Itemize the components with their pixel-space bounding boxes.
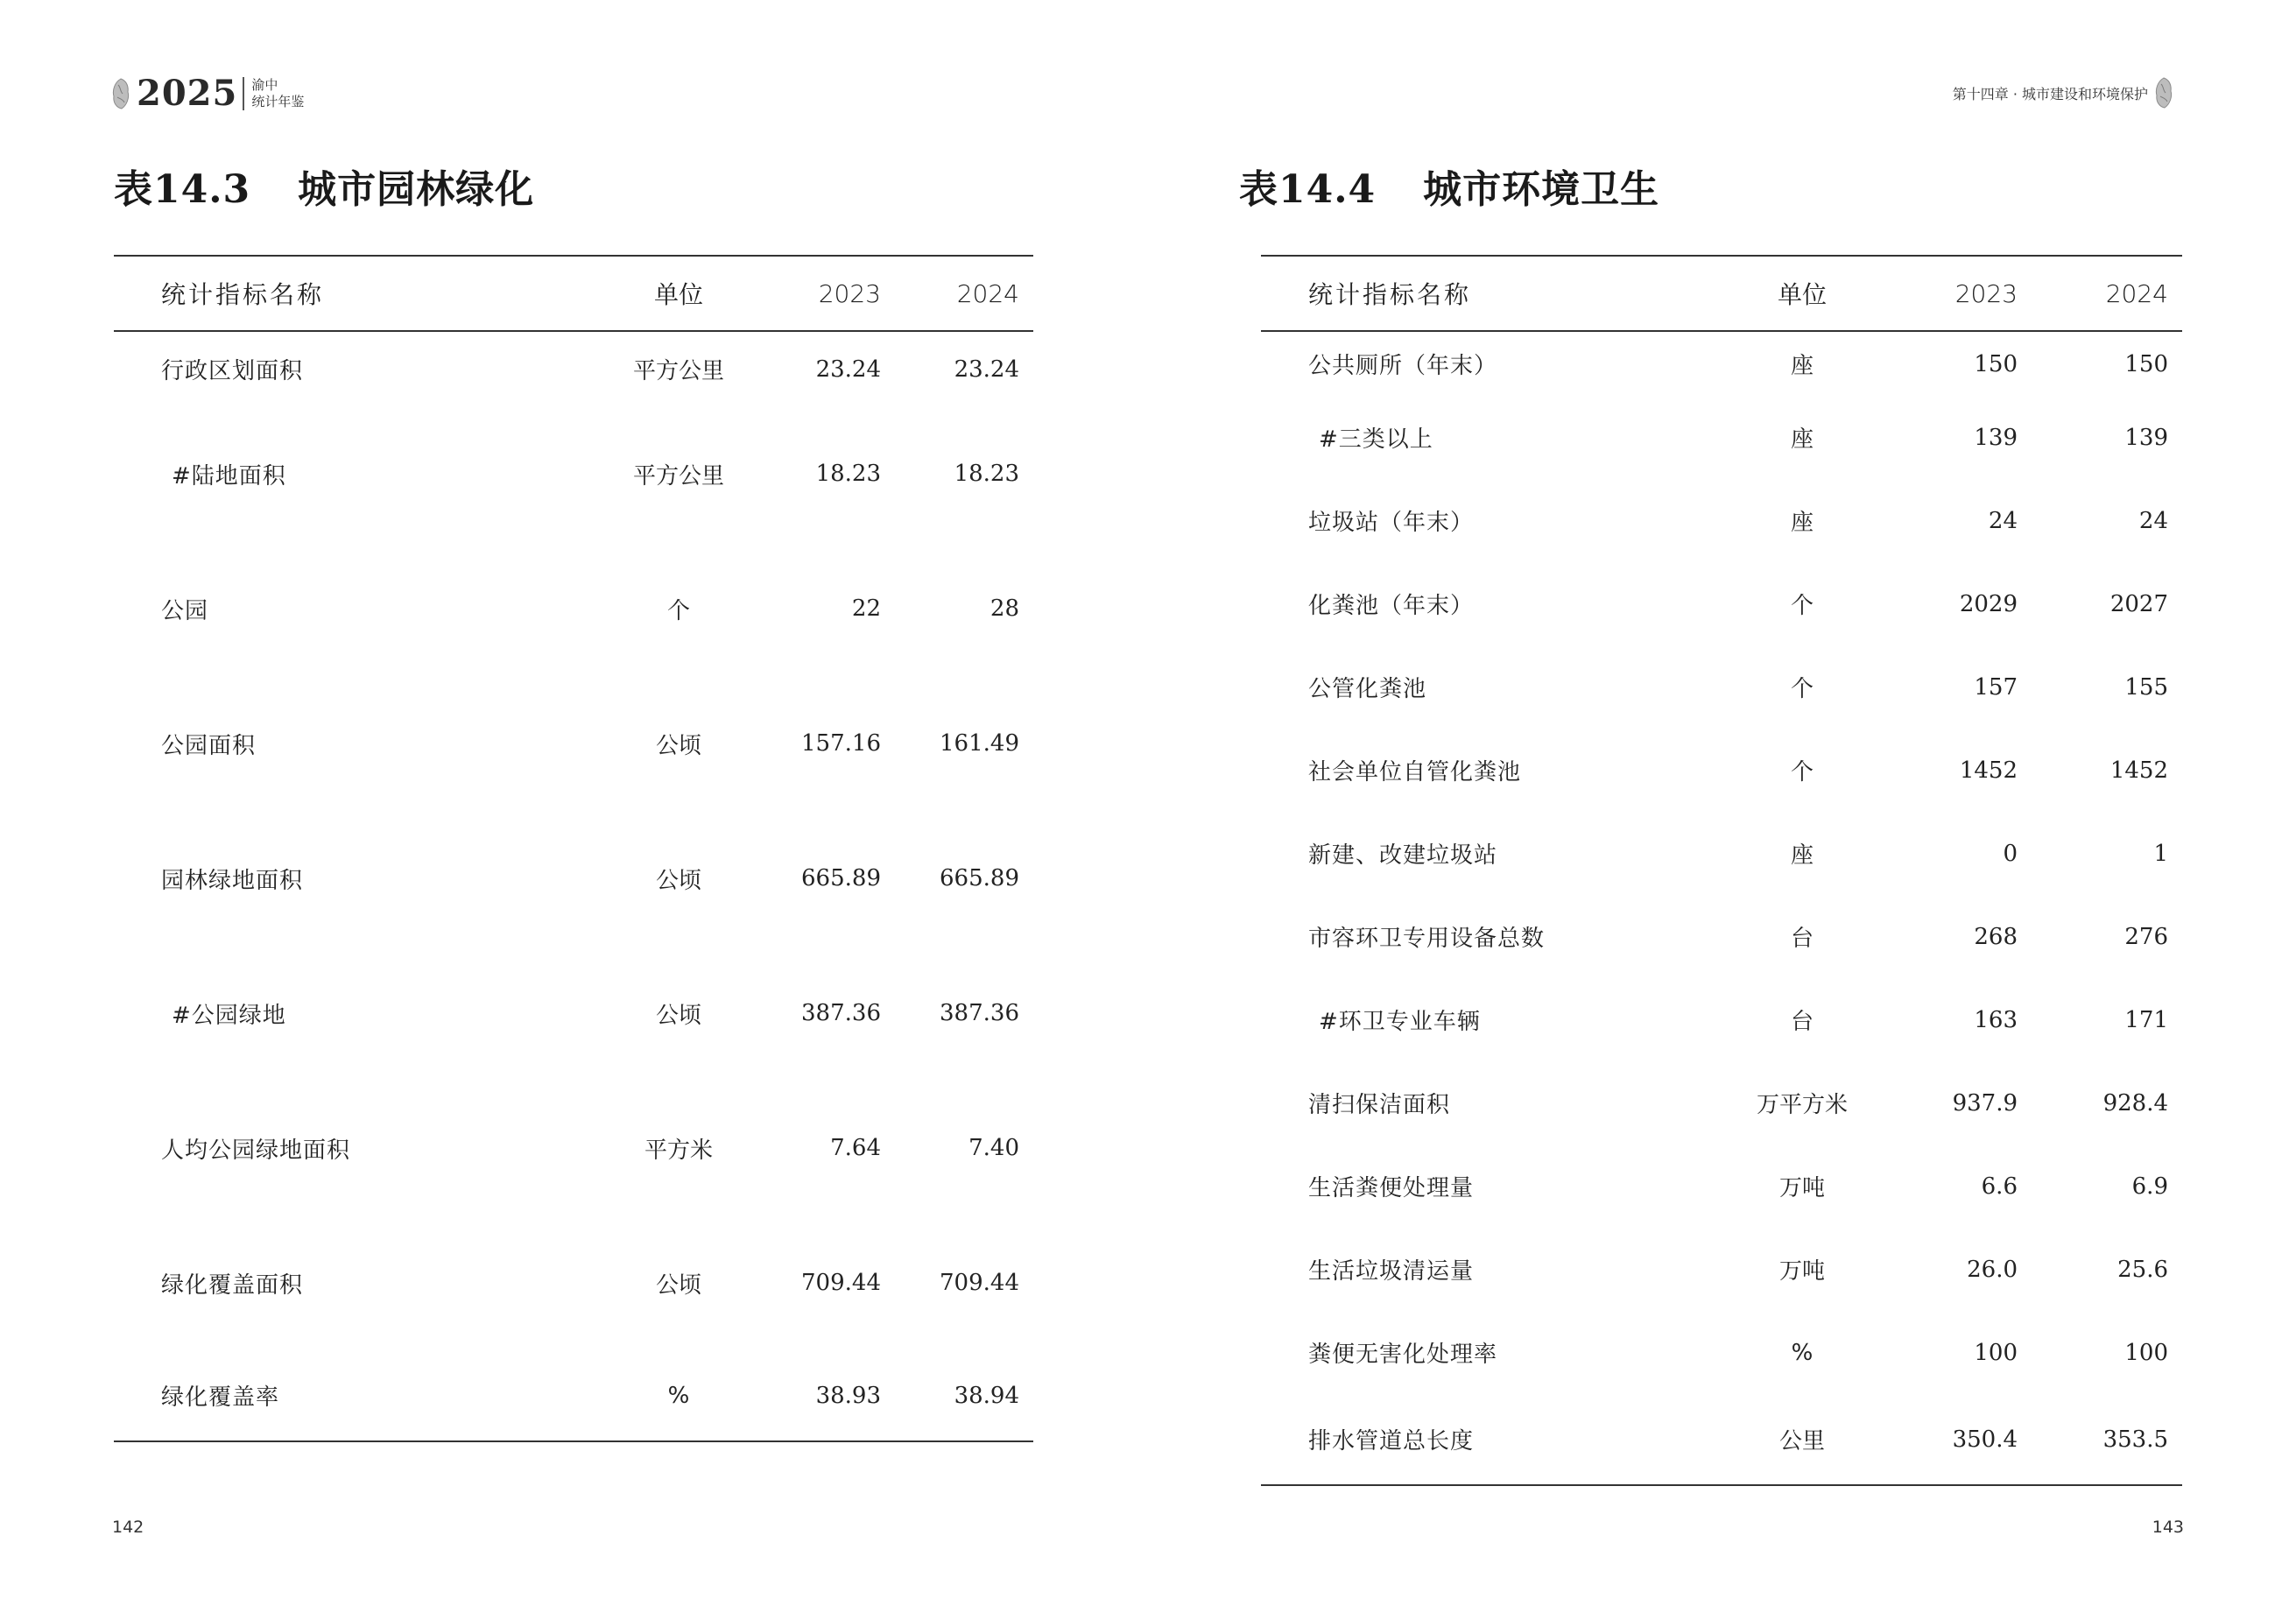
value-2024-cell: 155 [2124,673,2168,701]
unit-cell: 个 [1790,593,1814,619]
unit-cell: 公顷 [655,732,701,759]
table-row [1261,1061,2182,1145]
indicator-name-cell: 化粪池（年末） [1308,593,1475,619]
logo-text [251,77,304,110]
table-number: 表14.3 [114,167,251,212]
value-2024-cell: 6.9 [2131,1173,2168,1200]
table-row [1261,562,2182,645]
value-2023-cell: 26.0 [1967,1256,2018,1283]
unit-cell: 个 [1790,759,1814,785]
value-2024-cell: 25.6 [2117,1256,2168,1283]
value-2023-cell: 23.24 [815,356,881,383]
table-row [114,1081,1033,1215]
value-2023-cell: 7.64 [830,1135,881,1161]
indicator-name-cell: 公共厕所（年末） [1308,353,1498,379]
page-number: 142 [112,1518,144,1537]
table-header-row [114,256,1033,331]
indicator-name-cell: 生活粪便处理量 [1308,1175,1475,1201]
indicator-name-cell: 粪便无害化处理率 [1308,1342,1498,1368]
table-row [114,406,1033,541]
value-2023-cell: 139 [1974,424,2018,451]
value-2024-cell: 7.40 [968,1135,1019,1161]
table-row [1261,396,2182,479]
indicator-name-cell: #公园绿地 [172,1002,286,1029]
table-row [1261,1228,2182,1311]
table-row [1261,479,2182,562]
table-body [1261,331,2182,1485]
unit-cell: 平方米 [644,1137,713,1164]
table-row [1261,812,2182,895]
table-row [1261,331,2182,396]
indicator-name-cell: 公园 [161,597,209,624]
value-2024-cell: 2027 [2109,590,2168,617]
unit-cell: 万平方米 [1756,1092,1848,1118]
page-number: 143 [2152,1518,2184,1537]
value-2023-cell: 1452 [1959,757,2018,784]
unit-cell: 平方公里 [632,462,724,490]
column-header-year: 2023 [753,256,895,331]
indicator-name-cell: 公管化粪池 [1308,676,1427,702]
value-2023-cell: 6.6 [1981,1173,2018,1200]
value-2024-cell: 38.94 [895,1350,1033,1441]
indicator-name-cell: #三类以上 [1319,426,1433,453]
unit-cell: 个 [1790,676,1814,702]
indicator-name-cell: 市容环卫专用设备总数 [1308,926,1546,952]
unit-cell: 公顷 [655,1271,701,1299]
value-2023-cell: 709.44 [801,1270,881,1296]
indicator-name-cell: 人均公园绿地面积 [161,1137,351,1164]
unit-cell: 台 [1790,1009,1814,1035]
logo-divider [243,77,244,110]
table-row [1261,645,2182,729]
table-row [114,331,1033,406]
value-2023-cell: 268 [1974,923,2018,950]
stone-emblem-icon [2155,77,2173,109]
unit-cell: 座 [1790,510,1814,536]
indicator-name-cell: #环卫专业车辆 [1319,1009,1481,1035]
value-2023-cell: 0 [2003,840,2018,867]
table-row [1261,1311,2182,1394]
logo-year: 2025 [137,73,238,114]
table-row [1261,1394,2182,1485]
table-row [114,1215,1033,1350]
value-2024-cell: 18.23 [954,461,1019,487]
table-title-text: 城市园林绿化 [298,167,535,212]
unit-cell: 万吨 [1778,1258,1825,1285]
table-body [114,331,1033,1441]
yearbook-logo [112,72,304,116]
table-row [1261,895,2182,978]
unit-cell: 公顷 [655,1002,701,1029]
unit-cell: % [604,1350,753,1441]
value-2024-cell: 100 [2124,1339,2168,1366]
value-2024-cell: 276 [2124,923,2168,950]
column-header-unit: 单位 [604,256,753,331]
column-header-name: 统计指标名称 [114,256,604,331]
column-header-unit: 单位 [1729,256,1876,331]
indicator-name-cell: 园林绿地面积 [161,867,304,894]
indicator-name-cell: 生活垃圾清运量 [1308,1258,1475,1285]
statistics-table [1261,255,2182,1486]
value-2024-cell: 24 [2138,507,2168,534]
value-2023-cell: 157.16 [801,730,881,757]
table-row [114,541,1033,676]
table-title-text: 城市环境卫生 [1423,167,1660,212]
indicator-name-cell: 行政区划面积 [161,358,304,384]
value-2024-cell: 139 [2124,424,2168,451]
indicator-name-cell: 绿化覆盖面积 [161,1271,304,1299]
column-header-year: 2024 [2032,256,2182,331]
table-number: 表14.4 [1239,167,1377,212]
value-2024-cell: 150 [2124,350,2168,377]
unit-cell: 座 [1790,426,1814,453]
table-row [1261,1145,2182,1228]
value-2023-cell: 157 [1974,673,2018,701]
table-title [1239,158,1659,214]
value-2023-cell: 350.4 [1876,1394,2032,1485]
value-2023-cell: 18.23 [815,461,881,487]
table-row [1261,729,2182,812]
value-2023-cell: 387.36 [801,1000,881,1026]
value-2024-cell: 161.49 [940,730,1019,757]
indicator-name-cell: 新建、改建垃圾站 [1308,842,1498,869]
stone-emblem-icon [112,78,130,109]
indicator-name-cell: 社会单位自管化粪池 [1308,759,1522,785]
value-2023-cell: 22 [851,595,881,622]
value-2023-cell: 24 [1988,507,2018,534]
table-row [114,946,1033,1081]
column-header-name: 统计指标名称 [1261,256,1729,331]
value-2024-cell: 387.36 [940,1000,1019,1026]
statistics-table [114,255,1033,1442]
indicator-name-cell: #陆地面积 [172,462,286,490]
table-row [114,1350,1033,1441]
value-2024-cell: 928.4 [2102,1089,2168,1116]
table-row [114,676,1033,811]
value-2023-cell: 937.9 [1952,1089,2018,1116]
column-header-year: 2024 [895,256,1033,331]
running-head [1953,77,2173,109]
value-2024-cell: 709.44 [940,1270,1019,1296]
value-2023-cell: 665.89 [801,865,881,891]
logo-line-1: 渝中 [251,77,278,93]
value-2023-cell: 150 [1974,350,2018,377]
indicator-name-cell: 清扫保洁面积 [1308,1092,1451,1118]
value-2023-cell: 163 [1974,1006,2018,1033]
value-2024-cell: 28 [990,595,1019,622]
right-page [1148,0,2296,1613]
table-row [114,811,1033,946]
table-title [114,158,534,214]
value-2024-cell: 23.24 [954,356,1019,383]
unit-cell: 座 [1790,353,1814,379]
unit-cell: 座 [1790,842,1814,869]
indicator-name-cell: 垃圾站（年末） [1308,510,1475,536]
value-2024-cell: 171 [2124,1006,2168,1033]
table-header-row [1261,256,2182,331]
value-2024-cell: 1 [2153,840,2168,867]
unit-cell: 公顷 [655,867,701,894]
logo-line-2: 统计年鉴 [251,94,305,109]
value-2023-cell: 38.93 [753,1350,895,1441]
unit-cell: 台 [1790,926,1814,952]
value-2023-cell: 100 [1974,1339,2018,1366]
value-2023-cell: 2029 [1959,590,2018,617]
column-header-year: 2023 [1876,256,2032,331]
unit-cell: 个 [666,597,690,624]
unit-cell: 万吨 [1778,1175,1825,1201]
indicator-name-cell: 排水管道总长度 [1261,1394,1729,1485]
table-row [1261,978,2182,1061]
value-2024-cell: 353.5 [2032,1394,2182,1485]
unit-cell: 平方公里 [632,358,724,384]
unit-cell: % [1791,1339,1814,1366]
value-2024-cell: 1452 [2109,757,2168,784]
unit-cell: 公里 [1729,1394,1876,1485]
value-2024-cell: 665.89 [940,865,1019,891]
indicator-name-cell: 绿化覆盖率 [114,1350,604,1441]
indicator-name-cell: 公园面积 [161,732,257,759]
chapter-title: 第十四章 · 城市建设和环境保护 [1952,85,2148,102]
